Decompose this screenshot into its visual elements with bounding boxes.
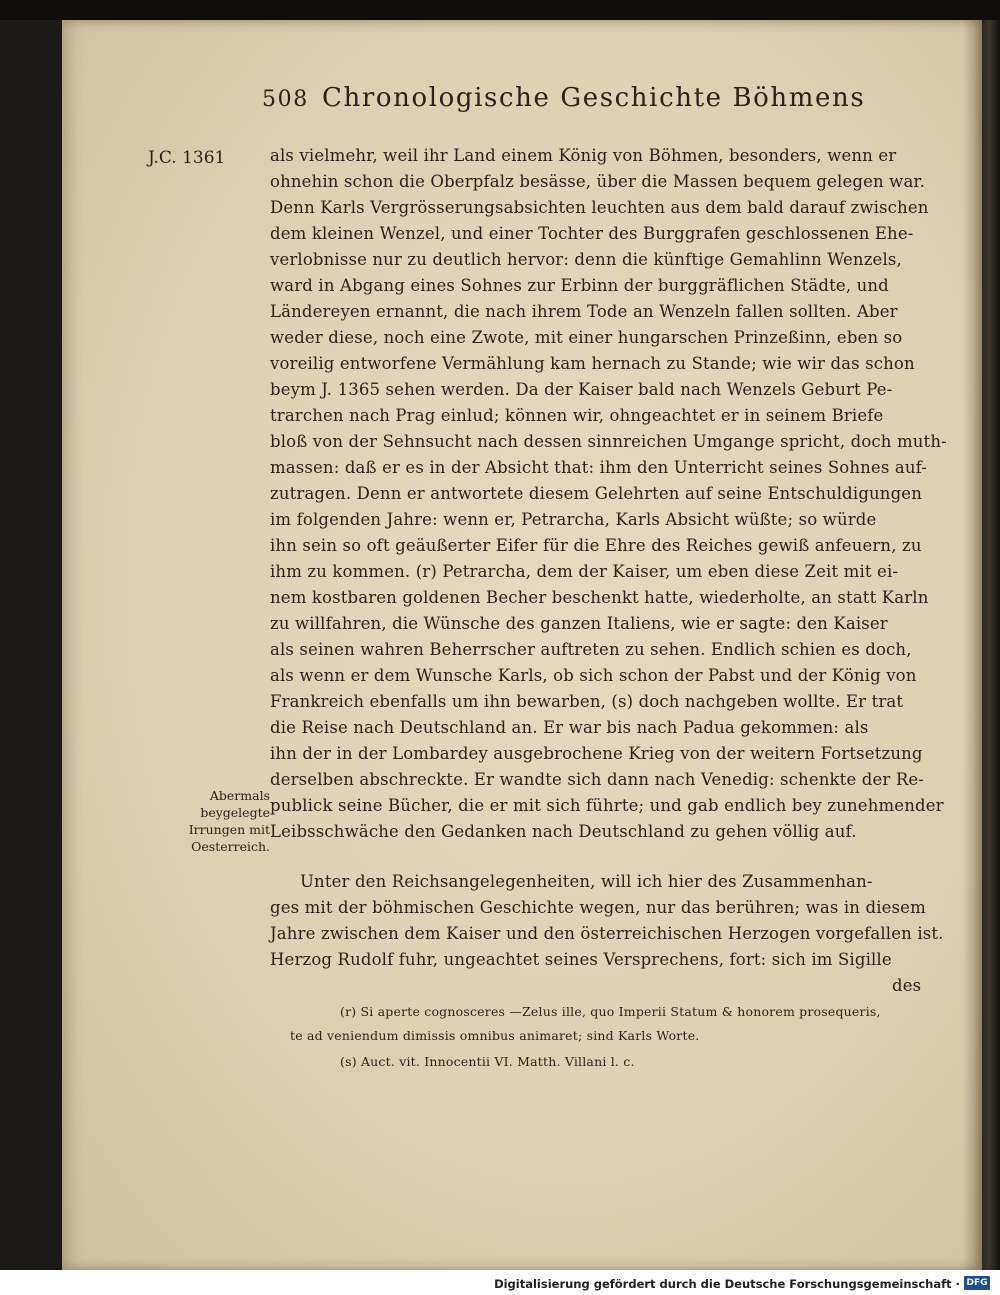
body-line: ihn sein so oft geäußerter Eifer für die Ehre des Reiches gewiß anfeuern, zu	[270, 536, 922, 555]
body-line: als wenn er dem Wunsche Karls, ob sich schon der Pabst und der König von	[270, 666, 917, 685]
footnote-r: (r) Si aperte cognosceres —Zelus ille, quo Imperii Statum & honorem prosequeris,	[340, 1004, 881, 1019]
page-shadow	[962, 20, 982, 1270]
body-line: massen: daß er es in der Absicht that: ihm den Unterricht seines Sohnes auf-	[270, 458, 928, 477]
margin-note	[140, 787, 270, 855]
book-edge	[982, 20, 1000, 1270]
body-line: Leibsschwäche den Gedanken nach Deutschland zu gehen völlig auf.	[270, 822, 857, 841]
body-line: ihm zu kommen. (r) Petrarcha, dem der Kaiser, um eben diese Zeit mit ei-	[270, 562, 899, 581]
body-line: bloß von der Sehnsucht nach dessen sinnreichen Umgange spricht, doch muth-	[270, 432, 947, 451]
paragraph-line: ges mit der böhmischen Geschichte wegen, nur das berühren; was in diesem	[270, 898, 926, 917]
body-line: weder diese, noch eine Zwote, mit einer hungarschen Prinzeßinn, eben so	[270, 328, 903, 347]
scan-background-top	[0, 0, 1000, 20]
paragraph-line: Herzog Rudolf fuhr, ungeachtet seines Versprechens, fort: sich im Sigille	[270, 950, 892, 969]
paragraph-line: Unter den Reichsangelegenheiten, will ich hier des Zusammenhan-	[300, 872, 873, 891]
body-line: zu willfahren, die Wünsche des ganzen Italiens, wie er sagte: den Kaiser	[270, 614, 888, 633]
body-line: voreilig entworfene Vermählung kam hernach zu Stande; wie wir das schon	[270, 354, 915, 373]
page-number: 508	[262, 87, 309, 112]
paragraph-line: Jahre zwischen dem Kaiser und den österreichischen Herzogen vorgefallen ist.	[270, 924, 944, 943]
margin-note-line: Abermals	[209, 788, 270, 803]
body-line: publick seine Bücher, die er mit sich führte; und gab endlich bey zunehmender	[270, 796, 944, 815]
dfg-logo: DFG	[964, 1276, 990, 1290]
margin-note-line: Irrungen mit	[188, 822, 270, 837]
body-line: dem kleinen Wenzel, und einer Tochter des Burggrafen geschlossenen Ehe-	[270, 224, 914, 243]
footnote-s: (s) Auct. vit. Innocentii VI. Matth. Villani l. c.	[340, 1054, 635, 1069]
running-head	[262, 83, 882, 113]
margin-note-line: beygelegte	[200, 805, 270, 820]
body-line: Ländereyen ernannt, die nach ihrem Tode an Wenzeln fallen sollten. Aber	[270, 302, 898, 321]
body-line: verlobnisse nur zu deutlich hervor: denn die künftige Gemahlinn Wenzels,	[270, 250, 902, 269]
body-line: im folgenden Jahre: wenn er, Petrarcha, Karls Absicht wüßte; so würde	[270, 510, 877, 529]
body-line: Frankreich ebenfalls um ihn bewarben, (s) doch nachgeben wollte. Er trat	[270, 692, 904, 711]
body-line: ihn der in der Lombardey ausgebrochene Krieg von der weitern Fortsetzung	[270, 744, 923, 763]
body-line: derselben abschreckte. Er wandte sich dann nach Venedig: schenkte der Re-	[270, 770, 925, 789]
footnote-r-cont: te ad veniendum dimissis omnibus animaret; sind Karls Worte.	[290, 1028, 700, 1043]
body-line: ward in Abgang eines Sohnes zur Erbinn der burggräflichen Städte, und	[270, 276, 889, 295]
body-line: nem kostbaren goldenen Becher beschenkt hatte, wiederholte, an statt Karln	[270, 588, 929, 607]
body-line: die Reise nach Deutschland an. Er war bis nach Padua gekommen: als	[270, 718, 869, 737]
body-line: zutragen. Denn er antwortete diesem Gelehrten auf seine Entschuldigungen	[270, 484, 922, 503]
running-head-title: Chronologische Geschichte Böhmens	[322, 83, 866, 113]
body-line: als seinen wahren Beherrscher auftreten zu sehen. Endlich schien es doch,	[270, 640, 912, 659]
side-year-label: J.C. 1361	[148, 148, 226, 168]
body-line: trarchen nach Prag einlud; können wir, ohngeachtet er in seinem Briefe	[270, 406, 884, 425]
body-line: Denn Karls Vergrösserungsabsichten leuchten aus dem bald darauf zwischen	[270, 198, 929, 217]
body-line: als vielmehr, weil ihr Land einem König von Böhmen, besonders, wenn er	[270, 146, 897, 165]
margin-note-line: Oesterreich.	[191, 839, 270, 854]
body-line: beym J. 1365 sehen werden. Da der Kaiser bald nach Wenzels Geburt Pe-	[270, 380, 893, 399]
body-line: ohnehin schon die Oberpfalz besässe, über die Massen bequem gelegen war.	[270, 172, 926, 191]
funding-credit: Digitalisierung gefördert durch die Deutsche Forschungsgemeinschaft ·	[494, 1277, 960, 1291]
catchword: des	[892, 976, 922, 995]
